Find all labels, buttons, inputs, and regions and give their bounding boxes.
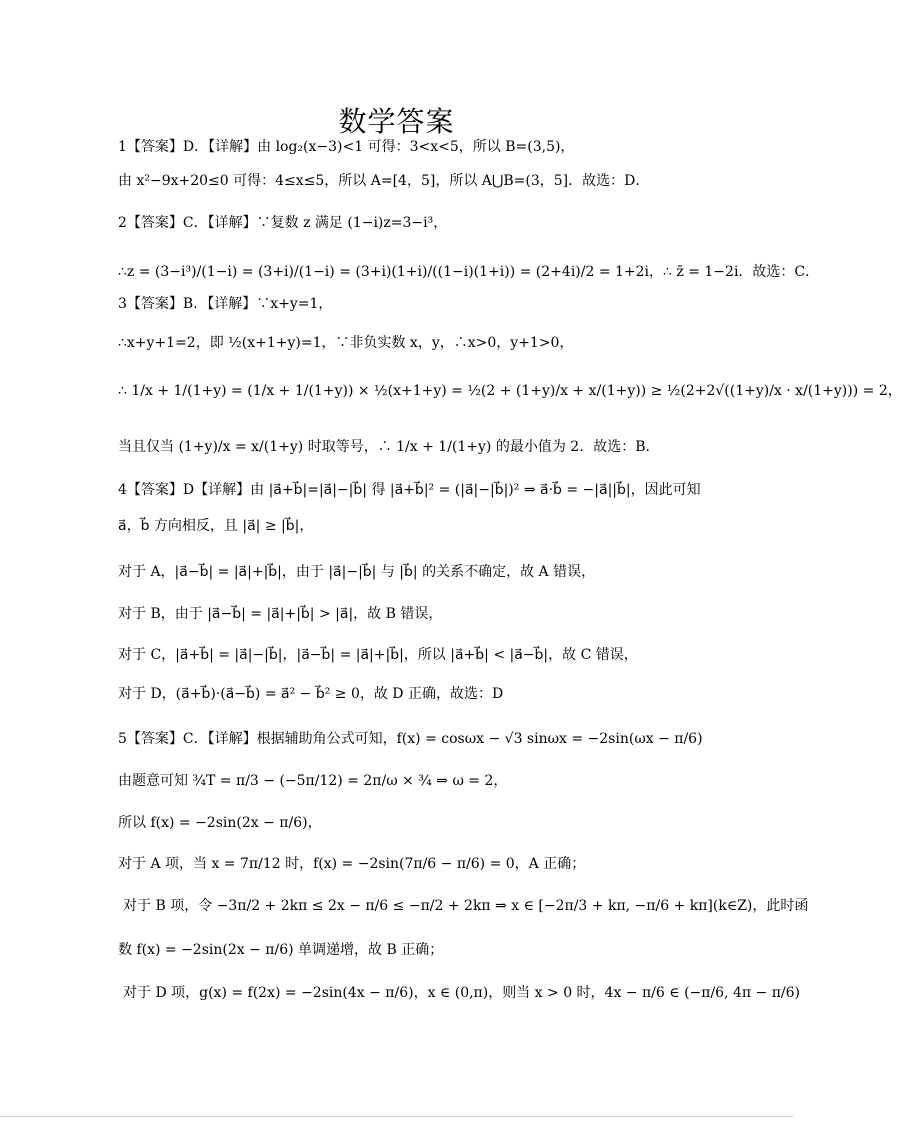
answer-1-line-1: 1【答案】D．【详解】由 log₂(x−3)<1 可得：3<x<5，所以 B=(3,5)， bbox=[118, 139, 575, 155]
answer-5-line-2: 由题意可知 ¾T = π/3 − (−5π/12) = 2π/ω × ¾ ⇒ ω = 2， bbox=[118, 773, 508, 789]
answer-3-line-4: 当且仅当 (1+y)/x = x/(1+y) 时取等号，∴ 1/x + 1/(1+y) 的最小值为 2．故选：B． bbox=[118, 439, 660, 455]
answer-5-line-5: 对于 B 项，令 −3π/2 + 2kπ ≤ 2x − π/6 ≤ −π/2 + 2kπ ⇒ x ∈ [−2π/3 + kπ, −π/6 + kπ](k∈Z)，此时函 bbox=[123, 898, 809, 914]
answer-5-line-7: 对于 D 项，g(x) = f(2x) = −2sin(4x − π/6)，x ∈ (0,π)，则当 x > 0 时，4x − π/6 ∈ (−π/6, 4π − π/6) bbox=[123, 985, 801, 1001]
answer-4-line-2: a⃗，b⃗ 方向相反，且 |a⃗| ≥ |b⃗|， bbox=[118, 518, 314, 534]
answer-3-line-2: ∴x+y+1=2，即 ½(x+1+y)=1，∵非负实数 x，y，∴x>0，y+1>0， bbox=[118, 335, 574, 351]
page-bottom-divider bbox=[0, 1116, 793, 1117]
answer-5-line-6: 数 f(x) = −2sin(2x − π/6) 单调递增，故 B 正确； bbox=[118, 942, 444, 958]
answer-5-line-4: 对于 A 项，当 x = 7π/12 时，f(x) = −2sin(7π/6 − π/6) = 0，A 正确； bbox=[118, 856, 586, 872]
answer-1-line-2: 由 x²−9x+20≤0 可得：4≤x≤5，所以 A=[4，5]，所以 A⋃B=(3，5]．故选：D． bbox=[118, 173, 650, 189]
answer-2-line-1: 2【答案】C．【详解】∵复数 z 满足 (1−i)z=3−i³， bbox=[118, 215, 448, 231]
answer-4-line-1: 4【答案】D【详解】由 |a⃗+b⃗|=|a⃗|−|b⃗| 得 |a⃗+b⃗|² = (|a⃗|−|b⃗|)² ⇒ a⃗·b⃗ = −|a⃗||b⃗|，因此可知 bbox=[118, 482, 701, 498]
page-title: 数学答案 bbox=[338, 105, 455, 138]
answer-4-line-4: 对于 B，由于 |a⃗−b⃗| = |a⃗|+|b⃗| > |a⃗|，故 B 错误， bbox=[118, 606, 443, 622]
answer-5-line-3: 所以 f(x) = −2sin(2x − π/6)， bbox=[118, 815, 322, 831]
answer-4-line-3: 对于 A，|a⃗−b⃗| = |a⃗|+|b⃗|，由于 |a⃗|−|b⃗| 与 |b⃗| 的关系不确定，故 A 错误， bbox=[118, 564, 596, 580]
answer-4-line-5: 对于 C，|a⃗+b⃗| = |a⃗|−|b⃗|，|a⃗−b⃗| = |a⃗|+|b⃗|，所以 |a⃗+b⃗| < |a⃗−b⃗|，故 C 错误， bbox=[118, 647, 638, 663]
answer-4-line-6: 对于 D，(a⃗+b⃗)·(a⃗−b⃗) = a⃗² − b⃗² ≥ 0，故 D 正确，故选：D bbox=[118, 686, 504, 702]
answer-5-line-1: 5【答案】C．【详解】根据辅助角公式可知，f(x) = cosωx − √3 sinωx = −2sin(ωx − π/6) bbox=[118, 731, 703, 747]
answer-2-line-2: ∴z = (3−i³)/(1−i) = (3+i)/(1−i) = (3+i)(1+i)/((1−i)(1+i)) = (2+4i)/2 = 1+2i，∴ z̄ = 1−2i．故选：C． bbox=[118, 264, 820, 280]
answer-3-line-1: 3【答案】B．【详解】∵x+y=1， bbox=[118, 296, 333, 312]
answer-3-line-3: ∴ 1/x + 1/(1+y) = (1/x + 1/(1+y)) × ½(x+1+y) = ½(2 + (1+y)/x + x/(1+y)) ≥ ½(2+2√((1+y)/x · x/(1+y))) = 2， bbox=[118, 383, 902, 399]
